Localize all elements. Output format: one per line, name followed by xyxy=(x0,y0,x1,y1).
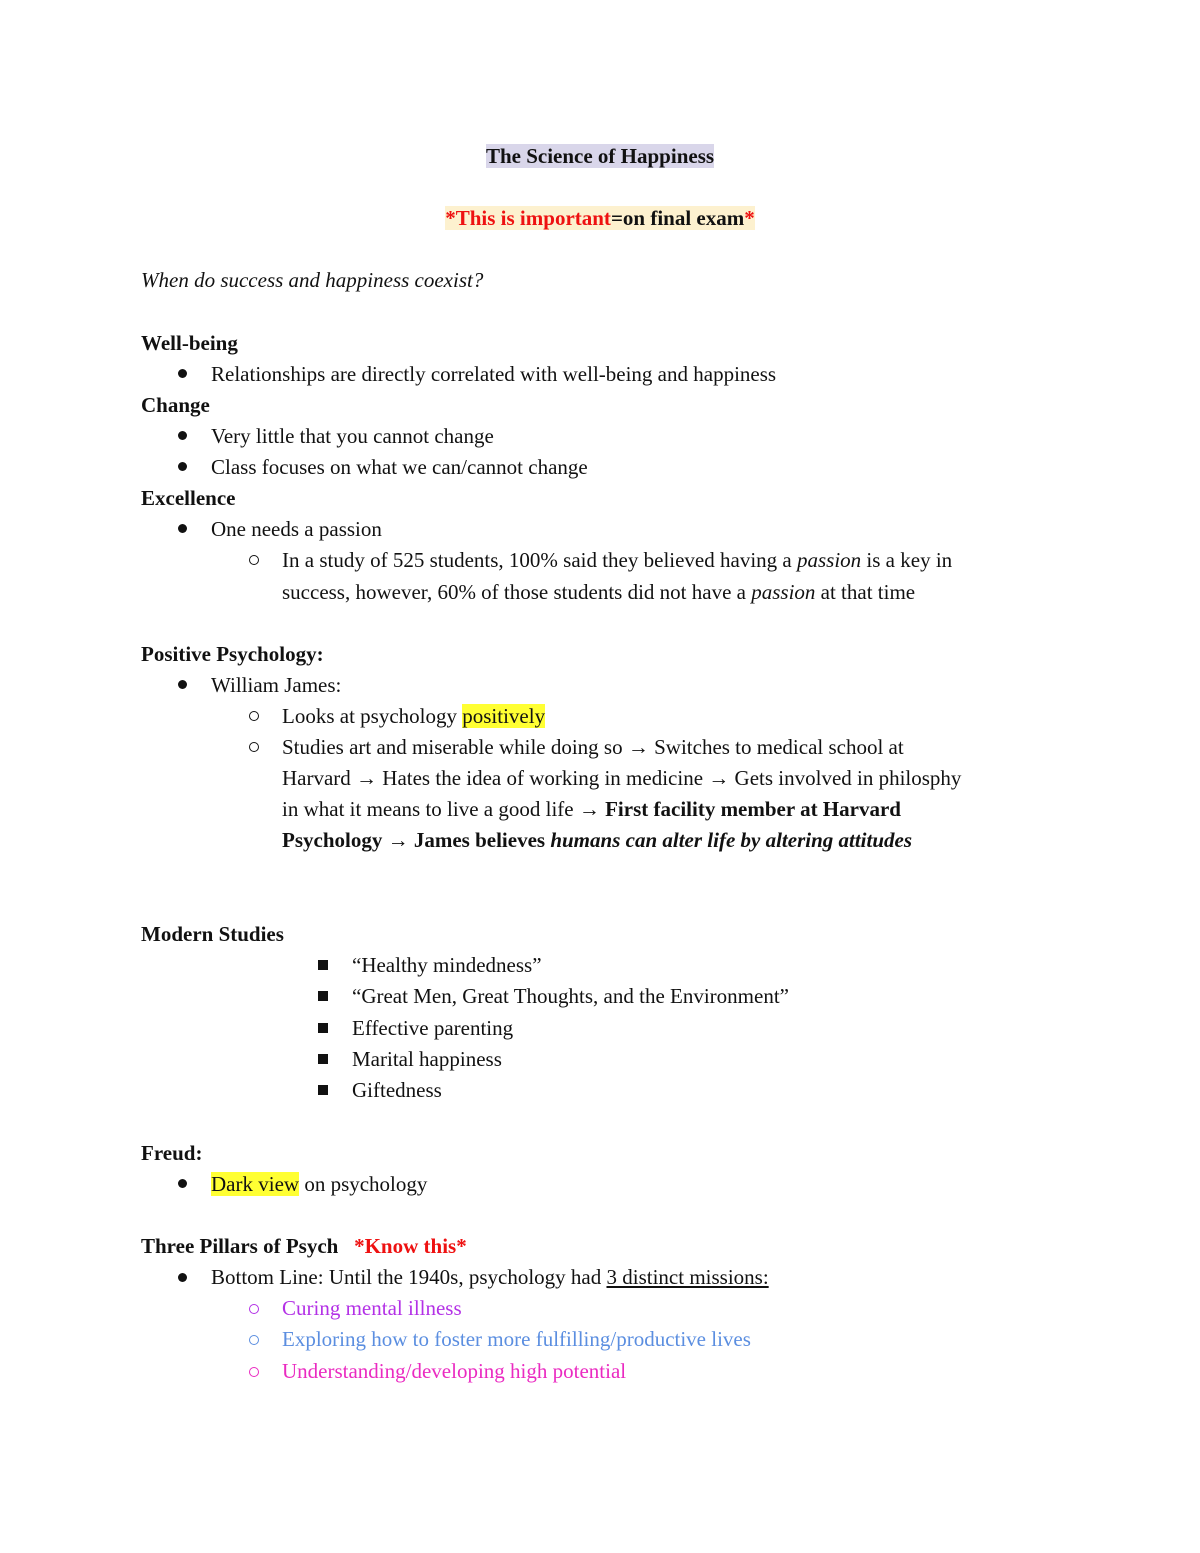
important-note-black: =on final exam xyxy=(610,206,745,230)
bullet-dot-icon xyxy=(178,680,187,689)
modern-item: “Great Men, Great Thoughts, and the Environment” xyxy=(352,984,789,1008)
bullet-square-icon xyxy=(318,1023,328,1033)
bullet-circle-icon xyxy=(249,1367,259,1377)
important-note-red: *This is important xyxy=(445,206,611,230)
modern-item: “Healthy mindedness” xyxy=(352,953,542,977)
modern-item: Marital happiness xyxy=(352,1047,502,1071)
modern-item: Giftedness xyxy=(352,1078,442,1102)
bullet-circle-icon xyxy=(249,742,259,752)
line4-bold: → James believes xyxy=(382,828,551,852)
bullet-dot-icon xyxy=(178,431,187,440)
positive-sub-1 xyxy=(282,703,545,729)
positive-sub-2-line-4 xyxy=(282,827,912,853)
bullet-dot-icon xyxy=(178,1179,187,1188)
study-passion-1: passion xyxy=(796,548,862,572)
mission-1: Curing mental illness xyxy=(282,1296,462,1320)
bullet-dot-icon xyxy=(178,524,187,533)
positive-sub-2-line-3 xyxy=(282,796,901,822)
pillars-bullet-underline: 3 distinct missions: xyxy=(606,1265,769,1289)
title-text: The Science of Happiness xyxy=(485,144,715,168)
important-note-highlight xyxy=(445,206,755,230)
change-bullet-2: Class focuses on what we can/cannot change xyxy=(211,455,588,479)
change-bullet-1: Very little that you cannot change xyxy=(211,424,494,448)
excellence-bullet-1: One needs a passion xyxy=(211,517,382,541)
wellbeing-heading: Well-being xyxy=(141,331,238,355)
modern-heading: Modern Studies xyxy=(141,922,284,946)
positive-bullet-1: William James: xyxy=(211,673,342,697)
important-note-star: * xyxy=(744,206,755,230)
bullet-square-icon xyxy=(318,1054,328,1064)
bullet-square-icon xyxy=(318,991,328,1001)
modern-item: Effective parenting xyxy=(352,1016,514,1040)
line3-plain: in what it means to live a good life → xyxy=(282,797,606,821)
excellence-heading: Excellence xyxy=(141,486,236,510)
bullet-square-icon xyxy=(318,1085,328,1095)
study-text-f: at that time xyxy=(815,580,916,604)
intro-question: When do success and happiness coexist? xyxy=(141,268,484,292)
study-text-c: is a key in xyxy=(861,548,953,572)
change-heading: Change xyxy=(141,393,210,417)
pillars-bullet-plain: Bottom Line: Until the 1940s, psychology had xyxy=(211,1265,607,1289)
bullet-square-icon xyxy=(318,960,328,970)
sub1-highlight: positively xyxy=(462,704,546,728)
bullet-circle-icon xyxy=(249,711,259,721)
mission-2: Exploring how to foster more fulfilling/productive lives xyxy=(282,1327,751,1351)
study-passion-2: passion xyxy=(751,580,816,604)
page-title xyxy=(0,143,1200,169)
bullet-circle-icon xyxy=(249,1304,259,1314)
wellbeing-bullet-1: Relationships are directly correlated with well-being and happiness xyxy=(211,362,777,386)
line4-bold-italic: humans can alter life by altering attitudes xyxy=(550,828,913,852)
sub1-plain: Looks at psychology xyxy=(282,704,463,728)
pillars-bullet-1 xyxy=(211,1264,769,1290)
line4-plain: Psychology xyxy=(282,828,383,852)
pillars-heading xyxy=(141,1233,467,1259)
freud-rest: on psychology xyxy=(299,1172,428,1196)
positive-heading: Positive Psychology: xyxy=(141,642,324,666)
bullet-dot-icon xyxy=(178,369,187,378)
freud-heading: Freud: xyxy=(141,1141,203,1165)
bullet-circle-icon xyxy=(249,555,259,565)
study-text-a: In a study of 525 students, 100% said they believed having a xyxy=(282,548,797,572)
mission-3: Understanding/developing high potential xyxy=(282,1359,627,1383)
positive-sub-2-line-2: Harvard → Hates the idea of working in medicine → Gets involved in philosphy xyxy=(282,766,962,790)
study-text-d: success, however, 60% of those students did not have a xyxy=(282,580,752,604)
bullet-dot-icon xyxy=(178,1273,187,1282)
freud-bullet-1 xyxy=(211,1171,427,1197)
positive-sub-2-line-1: Studies art and miserable while doing so → Switches to medical school at xyxy=(282,735,904,759)
freud-highlight: Dark view xyxy=(211,1172,300,1196)
know-this-note: *Know this* xyxy=(354,1234,467,1258)
important-note xyxy=(0,205,1200,231)
pillars-heading-text: Three Pillars of Psych xyxy=(141,1234,339,1258)
excellence-sub-line-1 xyxy=(282,547,952,573)
bullet-circle-icon xyxy=(249,1335,259,1345)
bullet-dot-icon xyxy=(178,462,187,471)
excellence-sub-line-2 xyxy=(282,579,915,605)
line3-bold: First facility member at Harvard xyxy=(605,797,901,821)
